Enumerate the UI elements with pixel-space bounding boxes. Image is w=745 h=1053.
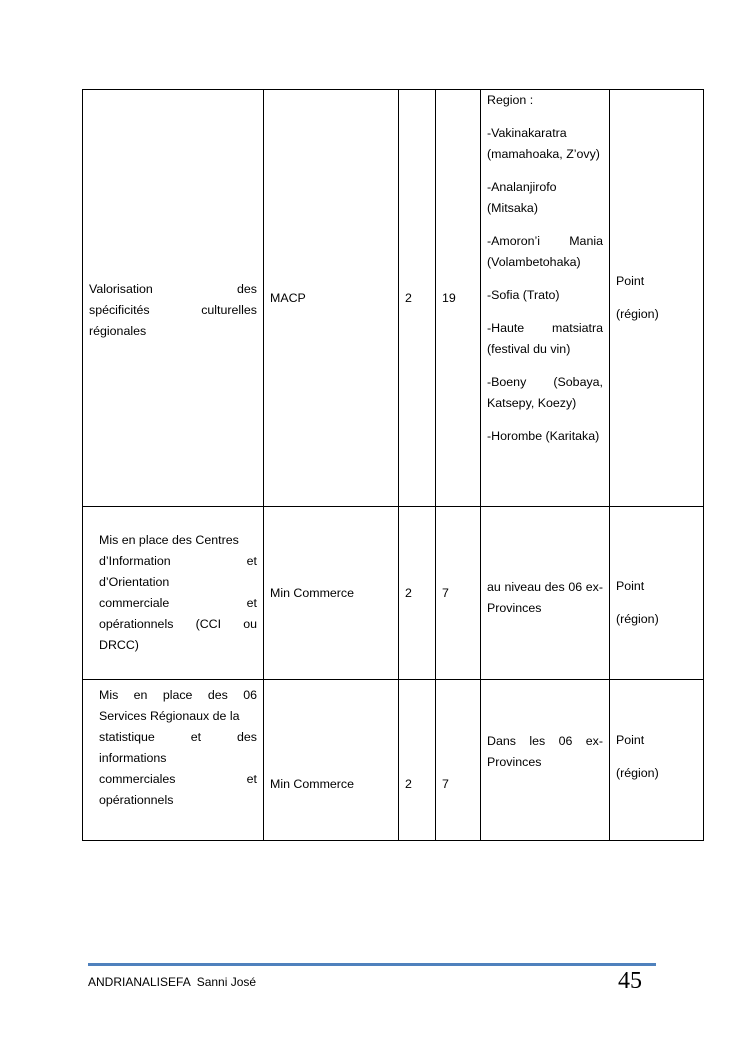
- location-item: -Amoron’i Mania (Volambetohaka): [487, 234, 603, 269]
- unit-detail-text: (région): [616, 766, 659, 780]
- unit-detail-text: (région): [616, 612, 659, 626]
- quantity-cell: [399, 507, 436, 680]
- text-line: DRCC): [99, 638, 139, 652]
- responsible-text: Min Commerce: [270, 585, 354, 600]
- activity-cell: [83, 680, 264, 841]
- activity-text: [99, 685, 257, 811]
- text-line: opérationnels (CCI ou: [99, 617, 257, 631]
- count-text: 7: [442, 776, 449, 791]
- location-item: -Analanjirofo (Mitsaka): [487, 180, 557, 215]
- count-text: 7: [442, 585, 449, 600]
- count-cell: [436, 90, 481, 507]
- location-item: -Vakinakaratra (mamahoaka, Z’ovy): [487, 126, 600, 161]
- count-cell: [436, 680, 481, 841]
- activity-text: [99, 530, 257, 656]
- text-line: Valorisation des: [89, 281, 257, 296]
- text-line: opérationnels: [99, 793, 174, 807]
- table-row: [83, 680, 704, 841]
- page-number: 45: [618, 968, 642, 994]
- text-line: d’Information et: [99, 554, 257, 568]
- quantity-text: 2: [405, 585, 412, 600]
- text-line: régionales: [89, 323, 147, 338]
- activity-text: [89, 279, 257, 342]
- count-cell: [436, 507, 481, 680]
- location-list: [487, 577, 603, 619]
- quantity-text: 2: [405, 776, 412, 791]
- text-line: commerciale et: [99, 596, 257, 610]
- unit-cell: [610, 507, 704, 680]
- count-text: 19: [442, 290, 456, 305]
- location-list: [487, 731, 603, 773]
- footer-rule: [88, 963, 656, 966]
- table-row: [83, 90, 704, 507]
- activities-table: [82, 89, 704, 841]
- location-item: -Boeny (Sobaya, Katsepy, Koezy): [487, 375, 603, 410]
- location-cell: [481, 507, 610, 680]
- table-row: [83, 507, 704, 680]
- responsible-cell: [264, 90, 399, 507]
- unit-cell: [610, 680, 704, 841]
- responsible-cell: [264, 507, 399, 680]
- text-line: Mis en place des 06: [99, 688, 257, 702]
- quantity-cell: [399, 90, 436, 507]
- activity-cell: [83, 90, 264, 507]
- location-list: [487, 90, 603, 447]
- location-item: -Horombe (Karitaka): [487, 429, 600, 443]
- quantity-cell: [399, 680, 436, 841]
- location-item: Region :: [487, 93, 534, 107]
- location-item: -Sofia (Trato): [487, 288, 560, 302]
- text-line: Mis en place des Centres: [99, 533, 239, 547]
- unit-text: Point: [616, 274, 645, 288]
- unit-detail-text: (région): [616, 307, 659, 321]
- quantity-text: 2: [405, 290, 412, 305]
- unit-text: Point: [616, 579, 645, 593]
- unit-cell: [610, 90, 704, 507]
- location-cell: [481, 680, 610, 841]
- location-item: -Haute matsiatra (festival du vin): [487, 321, 603, 356]
- text-line: Services Régionaux de la: [99, 709, 240, 723]
- location-cell: [481, 90, 610, 507]
- text-line: commerciales et: [99, 772, 257, 786]
- unit-text: Point: [616, 733, 645, 747]
- text-line: informations: [99, 751, 167, 765]
- responsible-text: Min Commerce: [270, 776, 354, 791]
- text-line: spécificités culturelles: [89, 302, 257, 317]
- responsible-text: MACP: [270, 290, 306, 305]
- text-line: d’Orientation: [99, 575, 170, 589]
- location-item: Dans les 06 ex-Provinces: [487, 734, 603, 769]
- location-item: au niveau des 06 ex-Provinces: [487, 580, 603, 615]
- activity-cell: [83, 507, 264, 680]
- responsible-cell: [264, 680, 399, 841]
- footer-author: ANDRIANALISEFA Sanni José: [88, 975, 257, 989]
- text-line: statistique et des: [99, 730, 257, 744]
